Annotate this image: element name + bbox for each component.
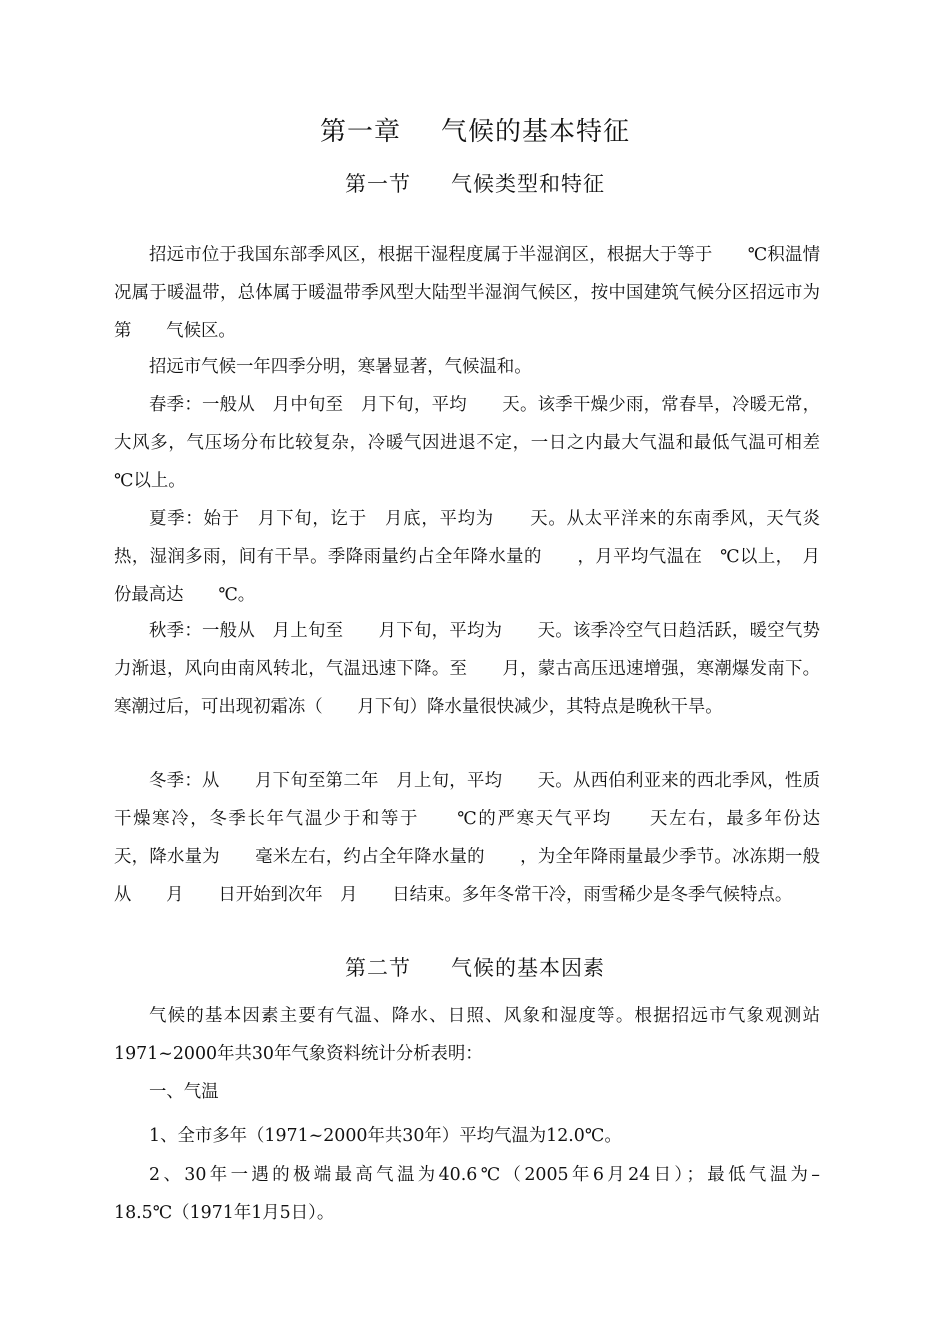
section-1-number: 第一节: [345, 172, 411, 196]
section-1-title: 气候类型和特征: [451, 172, 605, 196]
chapter-title: 气候的基本特征: [441, 117, 631, 147]
paragraph-extreme-temperature: 2、30年一遇的极端最高气温为40.6℃（2005年6月24日）；最低气温为–18.5℃（1971年1月5日）。: [114, 1165, 820, 1223]
paragraph-four-seasons: 招远市气候一年四季分明，寒暑显著，气候温和。: [149, 357, 532, 377]
section-heading-2: [0, 953, 950, 983]
paragraph-autumn: 秋季：一般从 月上旬至 月下旬，平均为 天。该季冷空气日趋活跃，暖空气势力渐退，风向由南风转北，气温迅速下降。至 月，蒙古高压迅速增强，寒潮爆发南下。寒潮过后，可出现初霜冻（ 月下旬）降水量很快减少，其特点是晚秋干旱。: [114, 621, 820, 717]
paragraph-climate-factors: 气候的基本因素主要有气温、降水、日照、风象和湿度等。根据招远市气象观测站1971~2000年共30年气象资料统计分析表明：: [114, 1006, 820, 1064]
section-heading-1: [0, 169, 950, 199]
chapter-heading: [0, 114, 950, 150]
paragraph-climate-zone: 招远市位于我国东部季风区，根据干湿程度属于半湿润区，根据大于等于 ℃积温情况属于暖温带，总体属于暖温带季风型大陆型半湿润气候区，按中国建筑气候分区招远市为第 气候区。: [114, 245, 820, 341]
paragraph-average-temperature: 1、全市多年（1971~2000年共30年）平均气温为12.0℃。: [149, 1126, 622, 1146]
chapter-number: 第一章: [319, 117, 401, 147]
paragraph-summer: 夏季：始于 月下旬，讫于 月底，平均为 天。从太平洋来的东南季风，天气炎热，湿润多雨，间有干旱。季降雨量约占全年降水量的 ，月平均气温在 ℃以上， 月份最高达 ℃。: [114, 509, 820, 605]
subheading-temperature: 一、气温: [149, 1082, 219, 1102]
paragraph-spring: 春季：一般从 月中旬至 月下旬，平均 天。该季干燥少雨，常春旱，冷暖无常，大风多，气压场分布比较复杂，冷暖气因进退不定，一日之内最大气温和最低气温可相差 ℃以上。: [114, 395, 838, 491]
section-2-title: 气候的基本因素: [451, 956, 605, 980]
paragraph-winter: 冬季：从 月下旬至第二年 月上旬，平均 天。从西伯利亚来的西北季风，性质干燥寒冷，冬季长年气温少于和等于 ℃的严寒天气平均 天左右，最多年份达 天，降水量为 毫米左右，约占全年降水量的 ，为全年降雨量最少季节。冰冻期一般从 月 日开始到次年 月 日结束。多年冬常干冷，雨雪稀少是冬季气候特点。: [114, 771, 855, 905]
section-2-number: 第二节: [345, 956, 411, 980]
